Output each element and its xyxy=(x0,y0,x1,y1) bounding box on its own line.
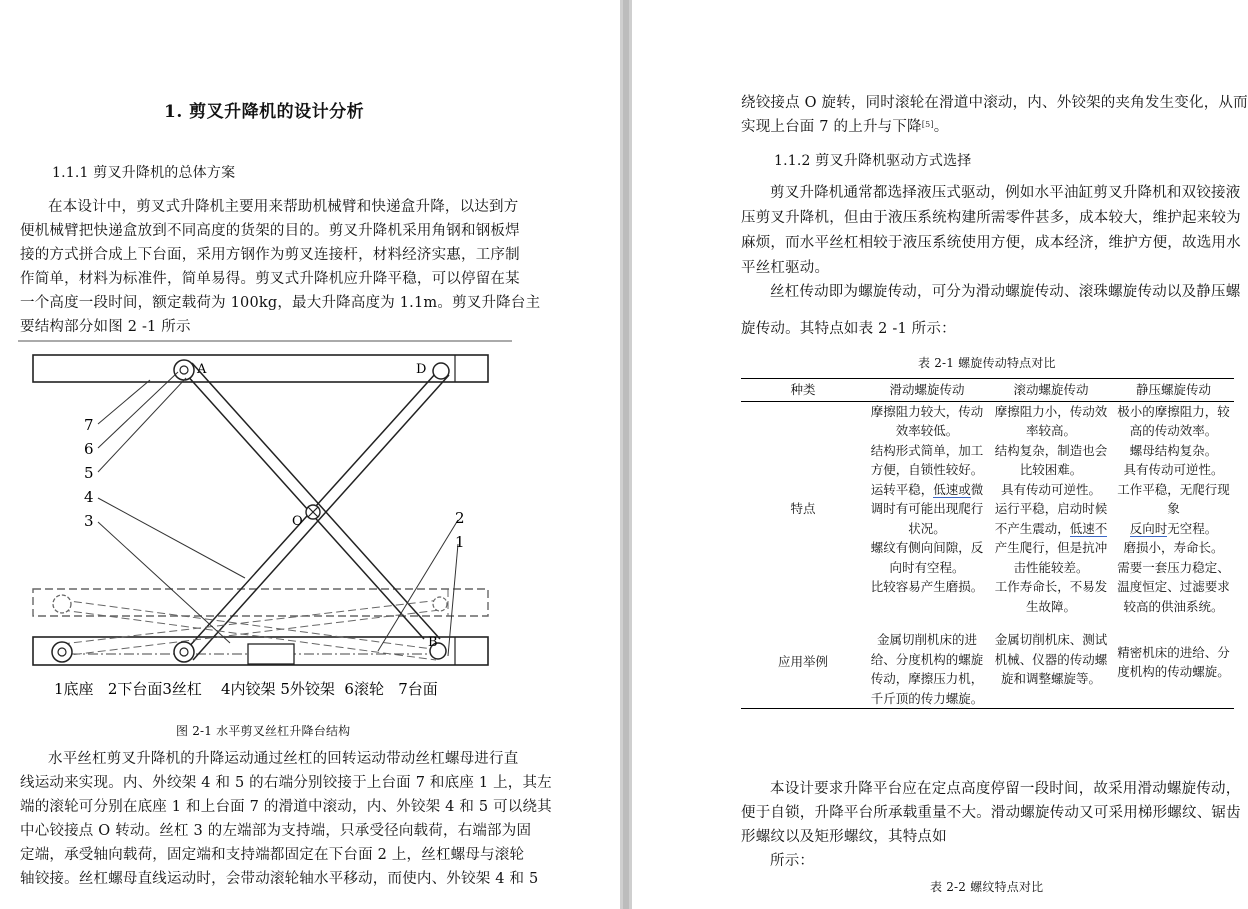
scissor-lift-figure xyxy=(0,338,520,708)
cell-text: 金属切削机床、测试机械、仪器的传动螺旋和调整螺旋等。 xyxy=(994,632,1108,686)
intro-line: 一个高度一段时间，额定载荷为 100kg，最大升降高度为 1.1m。剪叉升降台主 xyxy=(20,295,541,311)
table-title: 表 2-1 螺旋传动特点对比 xyxy=(918,356,1056,370)
body-text: 实现上台面 7 的上升与下降 xyxy=(741,119,922,135)
body-line: 所示： xyxy=(770,853,815,869)
body-line: 麻烦，而水平丝杠相较于液压系统使用方便，成本经济，维护方便，故选用水 xyxy=(741,235,1241,251)
cell-text: 具有传动可逆性。 xyxy=(1123,462,1224,477)
text-span: 运行平稳，启动时候不产生震动， xyxy=(994,501,1108,536)
body-line: 旋传动。其特点如表 2 -1 所示： xyxy=(741,321,956,337)
page-gutter xyxy=(620,0,632,909)
figure-caption: 图 2-1 水平剪叉丝杠升降台结构 xyxy=(176,724,351,738)
underlined-text: 低速不 xyxy=(1069,520,1108,536)
cell-text: 结构形式简单，加工方便，自锁性较好。 xyxy=(870,442,984,477)
body-line: 形螺纹以及矩形螺纹，其特点如 xyxy=(741,829,947,845)
section-heading: 1. 剪叉升降机的设计分析 xyxy=(164,102,365,122)
body-line: 剪叉升降机通常都选择液压式驱动，例如水平油缸剪叉升降机和双铰接液 xyxy=(770,185,1241,201)
table-cell xyxy=(989,401,1113,616)
text-span: 运转平稳， xyxy=(870,481,934,497)
text-span: 产生爬行，但是抗冲击性能较差。 xyxy=(994,540,1108,575)
cell-text: 金属切削机床的进给、分度机构的螺旋传动，摩擦压力机，千斤顶的传力螺旋。 xyxy=(870,632,984,706)
screw-drive-comparison-table xyxy=(741,378,1234,709)
table-header: 滑动螺旋传动 xyxy=(865,379,989,402)
intro-line: 便机械臂把快递盒放到不同高度的货架的目的。剪叉升降机采用角钢和钢板焊 xyxy=(20,223,520,239)
figure-legend: 1底座 2下台面3丝杠 4内铰架 5外铰架 6滚轮 7台面 xyxy=(54,680,438,698)
cell-text: 具有传动可逆性。 xyxy=(1000,481,1101,497)
cell-text: 磨损小，寿命长。 xyxy=(1123,540,1224,555)
table-cell xyxy=(1113,401,1234,616)
cell-text: 螺纹有侧向间隙，反向时有空程。 xyxy=(870,540,984,575)
table-header: 种类 xyxy=(741,379,865,402)
body-line: 丝杠传动即为螺旋传动，可分为滑动螺旋传动、滚珠螺旋传动以及静压螺 xyxy=(770,284,1241,300)
callout-6: 6 xyxy=(84,440,94,458)
point-label-b: B xyxy=(428,635,438,650)
table-cell xyxy=(989,616,1113,709)
callout-4: 4 xyxy=(84,488,94,506)
text-span: 微调时有可能出现爬行状况。 xyxy=(870,481,984,536)
body-line: 绕铰接点 O 旋转，同时滚轮在滑道中滚动，内、外铰架的夹角发生变化，从而 xyxy=(741,95,1248,111)
intro-line: 在本设计中，剪叉式升降机主要用来帮助机械臂和快递盒升降，以达到方 xyxy=(48,199,519,215)
callout-5: 5 xyxy=(84,464,94,482)
cell-text: 螺母结构复杂。 xyxy=(1129,442,1218,458)
cell-text: 极小的摩擦阻力，较高的传动效率。 xyxy=(1117,403,1230,438)
body-text: 。 xyxy=(933,119,949,135)
cell-text: 比较容易产生磨损。 xyxy=(870,579,984,594)
body-line xyxy=(741,117,948,137)
body-line: 定端，承受轴向载荷，固定端和支持端都固定在下台面 2 上，丝杠螺母与滚轮 xyxy=(20,847,525,863)
cell-text: 结构复杂，制造也会比较困难。 xyxy=(994,442,1108,477)
table-title: 表 2-2 螺纹特点对比 xyxy=(930,880,1044,894)
intro-line: 接的方式拼合成上下台面，采用方钢作为剪叉连接杆，材料经济实惠，工序制 xyxy=(20,247,520,263)
body-line: 便于自锁，升降平台所承载重量不大。滑动螺旋传动又可采用梯形螺纹、锯齿 xyxy=(741,805,1241,821)
row-label: 应用举例 xyxy=(741,616,865,709)
table-cell xyxy=(865,616,989,709)
body-line: 水平丝杠剪叉升降机的升降运动通过丝杠的回转运动带动丝杠螺母进行直 xyxy=(48,751,519,767)
body-line: 中心铰接点 O 转动。丝杠 3 的左端部为支持端，只承受径向载荷，右端部为固 xyxy=(20,823,532,839)
table-header: 滚动螺旋传动 xyxy=(989,379,1113,402)
table-header-row xyxy=(741,379,1234,402)
callout-2: 2 xyxy=(455,509,465,527)
cell-text: 摩擦阻力较大，传动效率较低。 xyxy=(870,403,984,438)
callout-3: 3 xyxy=(84,512,94,530)
body-line: 本设计要求升降平台应在定点高度停留一段时间，故采用滑动螺旋传动， xyxy=(770,781,1241,797)
intro-line: 要结构部分如图 2 -1 所示 xyxy=(20,319,191,335)
cell-text: 工作寿命长，不易发生故障。 xyxy=(994,579,1108,614)
point-label-d: D xyxy=(416,362,427,377)
intro-line: 作简单，材料为标准件，简单易得。剪叉式升降机应升降平稳，可以停留在某 xyxy=(20,271,520,287)
cell-text xyxy=(867,480,987,539)
point-label-a: A xyxy=(197,362,207,377)
body-line: 轴铰接。丝杠螺母直线运动时，会带动滚轮轴水平移动，而使内、外铰架 4 和 5 xyxy=(20,871,539,887)
body-line: 端的滚轮可分别在底座 1 和上台面 7 的滑道中滚动，内、外铰架 4 和 5 可以绕其 xyxy=(20,799,552,815)
subsection-heading: 1.1.1 剪叉升降机的总体方案 xyxy=(52,165,236,181)
table-cell xyxy=(1113,616,1234,709)
cell-text xyxy=(1115,519,1232,539)
table-row xyxy=(741,401,1234,616)
cell-text: 需要一套压力稳定、温度恒定、过滤要求较高的供油系统。 xyxy=(1117,559,1230,614)
table-cell xyxy=(865,401,989,616)
underlined-text: 反向时 xyxy=(1129,520,1168,536)
subsection-heading: 1.1.2 剪叉升降机驱动方式选择 xyxy=(774,153,972,169)
left-page xyxy=(0,0,620,909)
underlined-text: 低速或 xyxy=(933,481,971,497)
citation-ref[interactable]: [5] xyxy=(921,120,934,129)
text-span: 无空程。 xyxy=(1167,520,1218,536)
table-row xyxy=(741,616,1234,709)
row-label: 特点 xyxy=(790,501,816,516)
callout-1: 1 xyxy=(455,533,465,551)
cell-text xyxy=(991,499,1111,577)
cell-text: 工作平稳，无爬行现象 xyxy=(1117,481,1230,516)
body-line: 平丝杠驱动。 xyxy=(741,260,830,276)
body-line: 压剪叉升降机，但由于液压系统构建所需零件甚多，成本较大，维护起来较为 xyxy=(741,210,1241,226)
table-header: 静压螺旋传动 xyxy=(1113,379,1234,402)
callout-7: 7 xyxy=(84,416,94,434)
point-label-o: O xyxy=(292,514,303,529)
body-line: 线运动来实现。内、外绞架 4 和 5 的右端分别铰接于上台面 7 和底座 1 上，其左 xyxy=(20,775,552,791)
cell-text: 摩擦阻力小，传动效率较高。 xyxy=(994,403,1108,438)
cell-text: 精密机床的进给、分度机构的传动螺旋。 xyxy=(1117,644,1230,679)
